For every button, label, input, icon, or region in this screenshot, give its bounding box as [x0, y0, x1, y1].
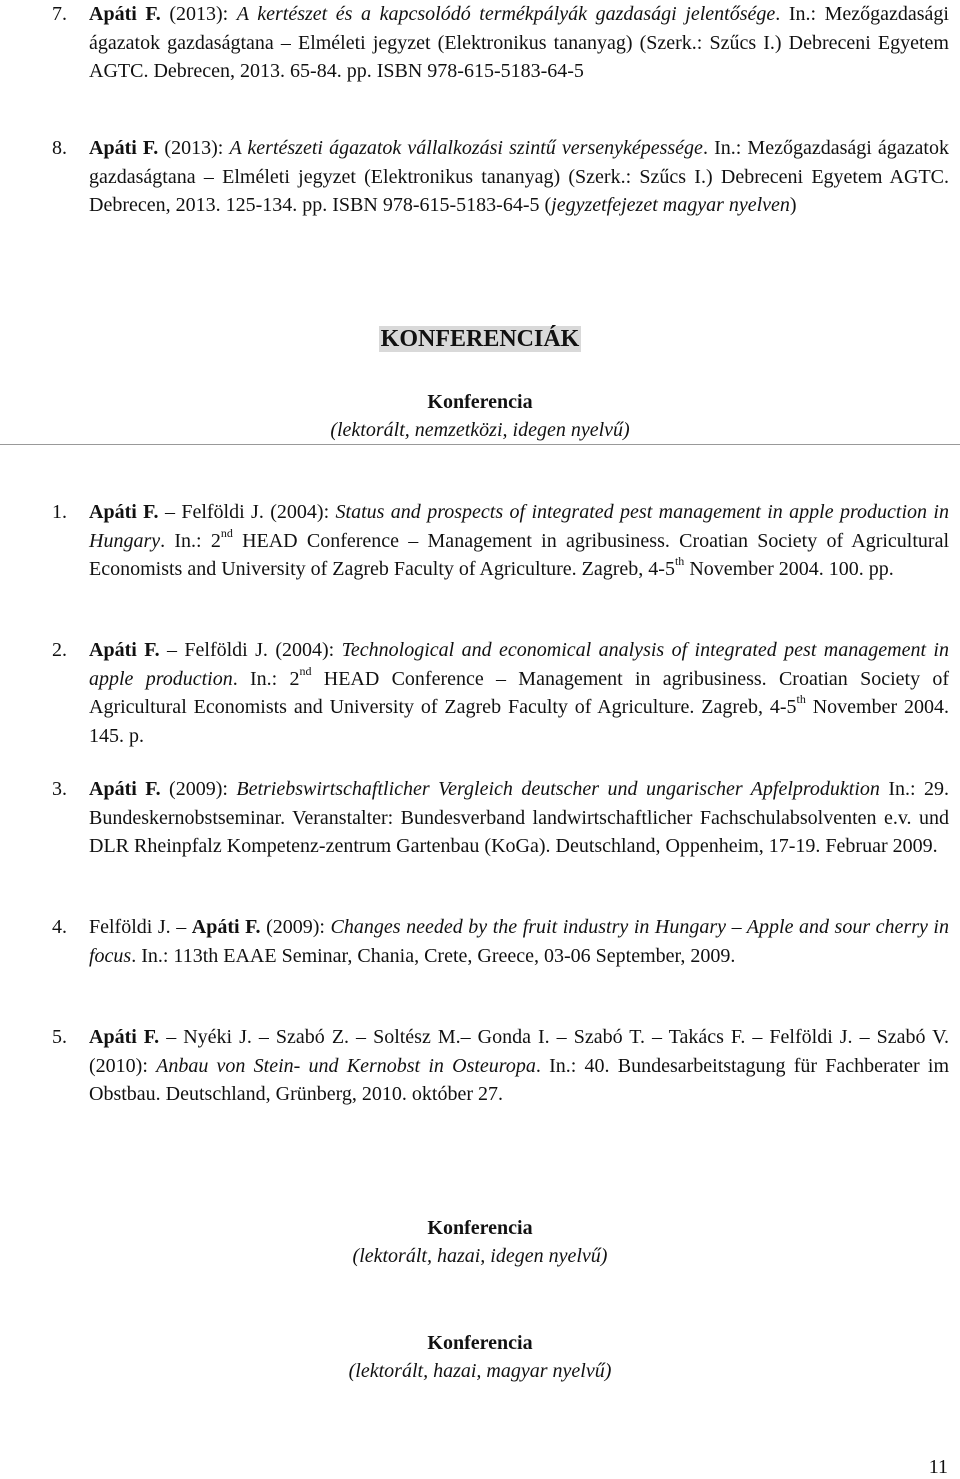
conference-group-subheading: (lektorált, hazai, idegen nyelvű): [352, 1245, 608, 1267]
entry-coauthors: – Nyéki J. – Szabó Z. – Soltész M.– Gonda I. – Szabó T. – Takács F. – Felföldi J. – Szabó V.: [159, 1026, 949, 1048]
entry-year: (2009):: [160, 778, 237, 800]
section-title: [0, 326, 960, 353]
entry-details: . In.: Mezőgazdasági ágazatok gazdaságtana – Elméleti jegyzet (Elektronikus tananyag) (Szerk.: Szűcs I.) Debreceni Egyetem AGTC. Debrecen, 2013. 65-84. pp. ISBN 978-615-5183-64-5: [89, 3, 949, 82]
entry-year: (2009):: [260, 916, 331, 938]
publication-entry: [52, 134, 949, 220]
conference-entry: [52, 1023, 949, 1109]
entry-coauthors: Felföldi J. –: [89, 916, 192, 938]
section-title-text: KONFERENCIÁK: [380, 326, 580, 352]
entry-title: Status and prospects of integrated pest management in apple production in Hungary: [89, 501, 949, 552]
conference-entry: [52, 636, 949, 750]
entry-number: 3.: [52, 778, 67, 800]
entry-year: (2004):: [263, 501, 336, 523]
entry-title: Technological and economical analysis of integrated pest management in apple production: [89, 639, 949, 690]
conference-entry: [52, 498, 949, 584]
entry-title: Betriebswirtschaftlicher Vergleich deutscher und ungarischer Apfelproduktion: [236, 778, 880, 800]
conference-group-heading: Konferencia: [427, 1217, 533, 1239]
conference-group-heading: Konferencia: [427, 1332, 533, 1354]
entry-year: (2013):: [160, 3, 237, 25]
entry-year: (2010):: [89, 1054, 157, 1077]
superscript: th: [674, 554, 685, 569]
superscript: nd: [299, 663, 312, 678]
entry-author: Apáti F.: [89, 137, 159, 159]
entry-details: . In.: 113th EAAE Seminar, Chania, Crete, Greece, 03-06 September, 2009.: [131, 944, 736, 967]
entry-details-b: HEAD Conference – Management in agribusiness. Croatian Society of Agricultural Economists and University of Zagreb Faculty of Agriculture. Zagreb, 4-5: [89, 667, 949, 718]
conference-group-subheading: (lektorált, nemzetközi, idegen nyelvű): [330, 419, 630, 441]
conference-entry: [52, 775, 949, 861]
entry-number: 2.: [52, 639, 67, 661]
entry-number: 4.: [52, 916, 67, 938]
conference-group-subheading: (lektorált, hazai, magyar nyelvű): [348, 1360, 612, 1382]
entry-title: Changes needed by the fruit industry in Hungary – Apple and sour cherry in focus: [89, 916, 949, 967]
conference-entry: [52, 913, 949, 970]
entry-title: A kertészeti ágazatok vállalkozási szintű versenyképessége: [229, 137, 703, 159]
entry-details-b: HEAD Conference – Management in agribusiness. Croatian Society of Agricultural Economists and University of Zagreb Faculty of Agriculture. Zagreb, 4-5: [89, 529, 949, 580]
entry-author: Apáti F.: [89, 778, 161, 800]
entry-year: (2013):: [158, 137, 230, 159]
entry-author: Apáti F.: [89, 3, 161, 25]
entry-title: Anbau von Stein- und Kernobst in Osteuropa: [156, 1054, 536, 1077]
entry-author: Apáti F.: [89, 501, 159, 523]
entry-note-end: ): [789, 194, 797, 216]
entry-coauthors: – Felföldi J.: [159, 639, 268, 661]
entry-details-a: . In.: 2: [232, 667, 300, 690]
entry-number: 5.: [52, 1026, 67, 1048]
entry-details: In.: 29. Bundeskernobstseminar. Veranstalter: Bundesverband landwirtschaftlicher Fachschulabsolventen e.v. und DLR Rheinpfalz Kompetenz-zentrum Gartenbau (KoGa). Deutschland, Oppenheim, 17-19. Februar 2009.: [89, 778, 950, 857]
entry-number: 8.: [52, 137, 67, 159]
entry-year: (2004):: [267, 639, 342, 661]
entry-number: 7.: [52, 3, 67, 25]
entry-details: . In.: 40. Bundesarbeitstagung für Fachberater im Obstbau. Deutschland, Grünberg, 2010. október 27.: [89, 1054, 950, 1105]
divider: [0, 444, 960, 445]
entry-details-c: November 2004. 145. p.: [89, 696, 949, 747]
page-number: 11: [928, 1456, 948, 1478]
entry-number: 1.: [52, 501, 67, 523]
entry-note: jegyzetfejezet magyar nyelven: [551, 194, 790, 216]
entry-coauthors: – Felföldi J.: [158, 501, 264, 523]
entry-title: A kertészet és a kapcsolódó termékpályák gazdasági jelentősége: [236, 3, 776, 25]
publication-entry: [52, 0, 949, 86]
entry-details-a: . In.: 2: [160, 529, 221, 552]
entry-details: . In.: Mezőgazdasági ágazatok gazdaságtana – Elméleti jegyzet (Elektronikus tananyag) (Szerk.: Szűcs I.) Debreceni Egyetem AGTC. Debrecen, 2013. 125-134. pp. ISBN 978-615-5183-64-5 (: [89, 137, 949, 216]
entry-author: Apáti F.: [191, 916, 261, 938]
entry-author: Apáti F.: [89, 1026, 160, 1048]
superscript: th: [796, 692, 806, 707]
conference-group-heading: Konferencia: [427, 391, 533, 413]
superscript: nd: [220, 525, 233, 540]
entry-details-c: November 2004. 100. pp.: [684, 558, 894, 580]
entry-author: Apáti F.: [89, 639, 160, 661]
